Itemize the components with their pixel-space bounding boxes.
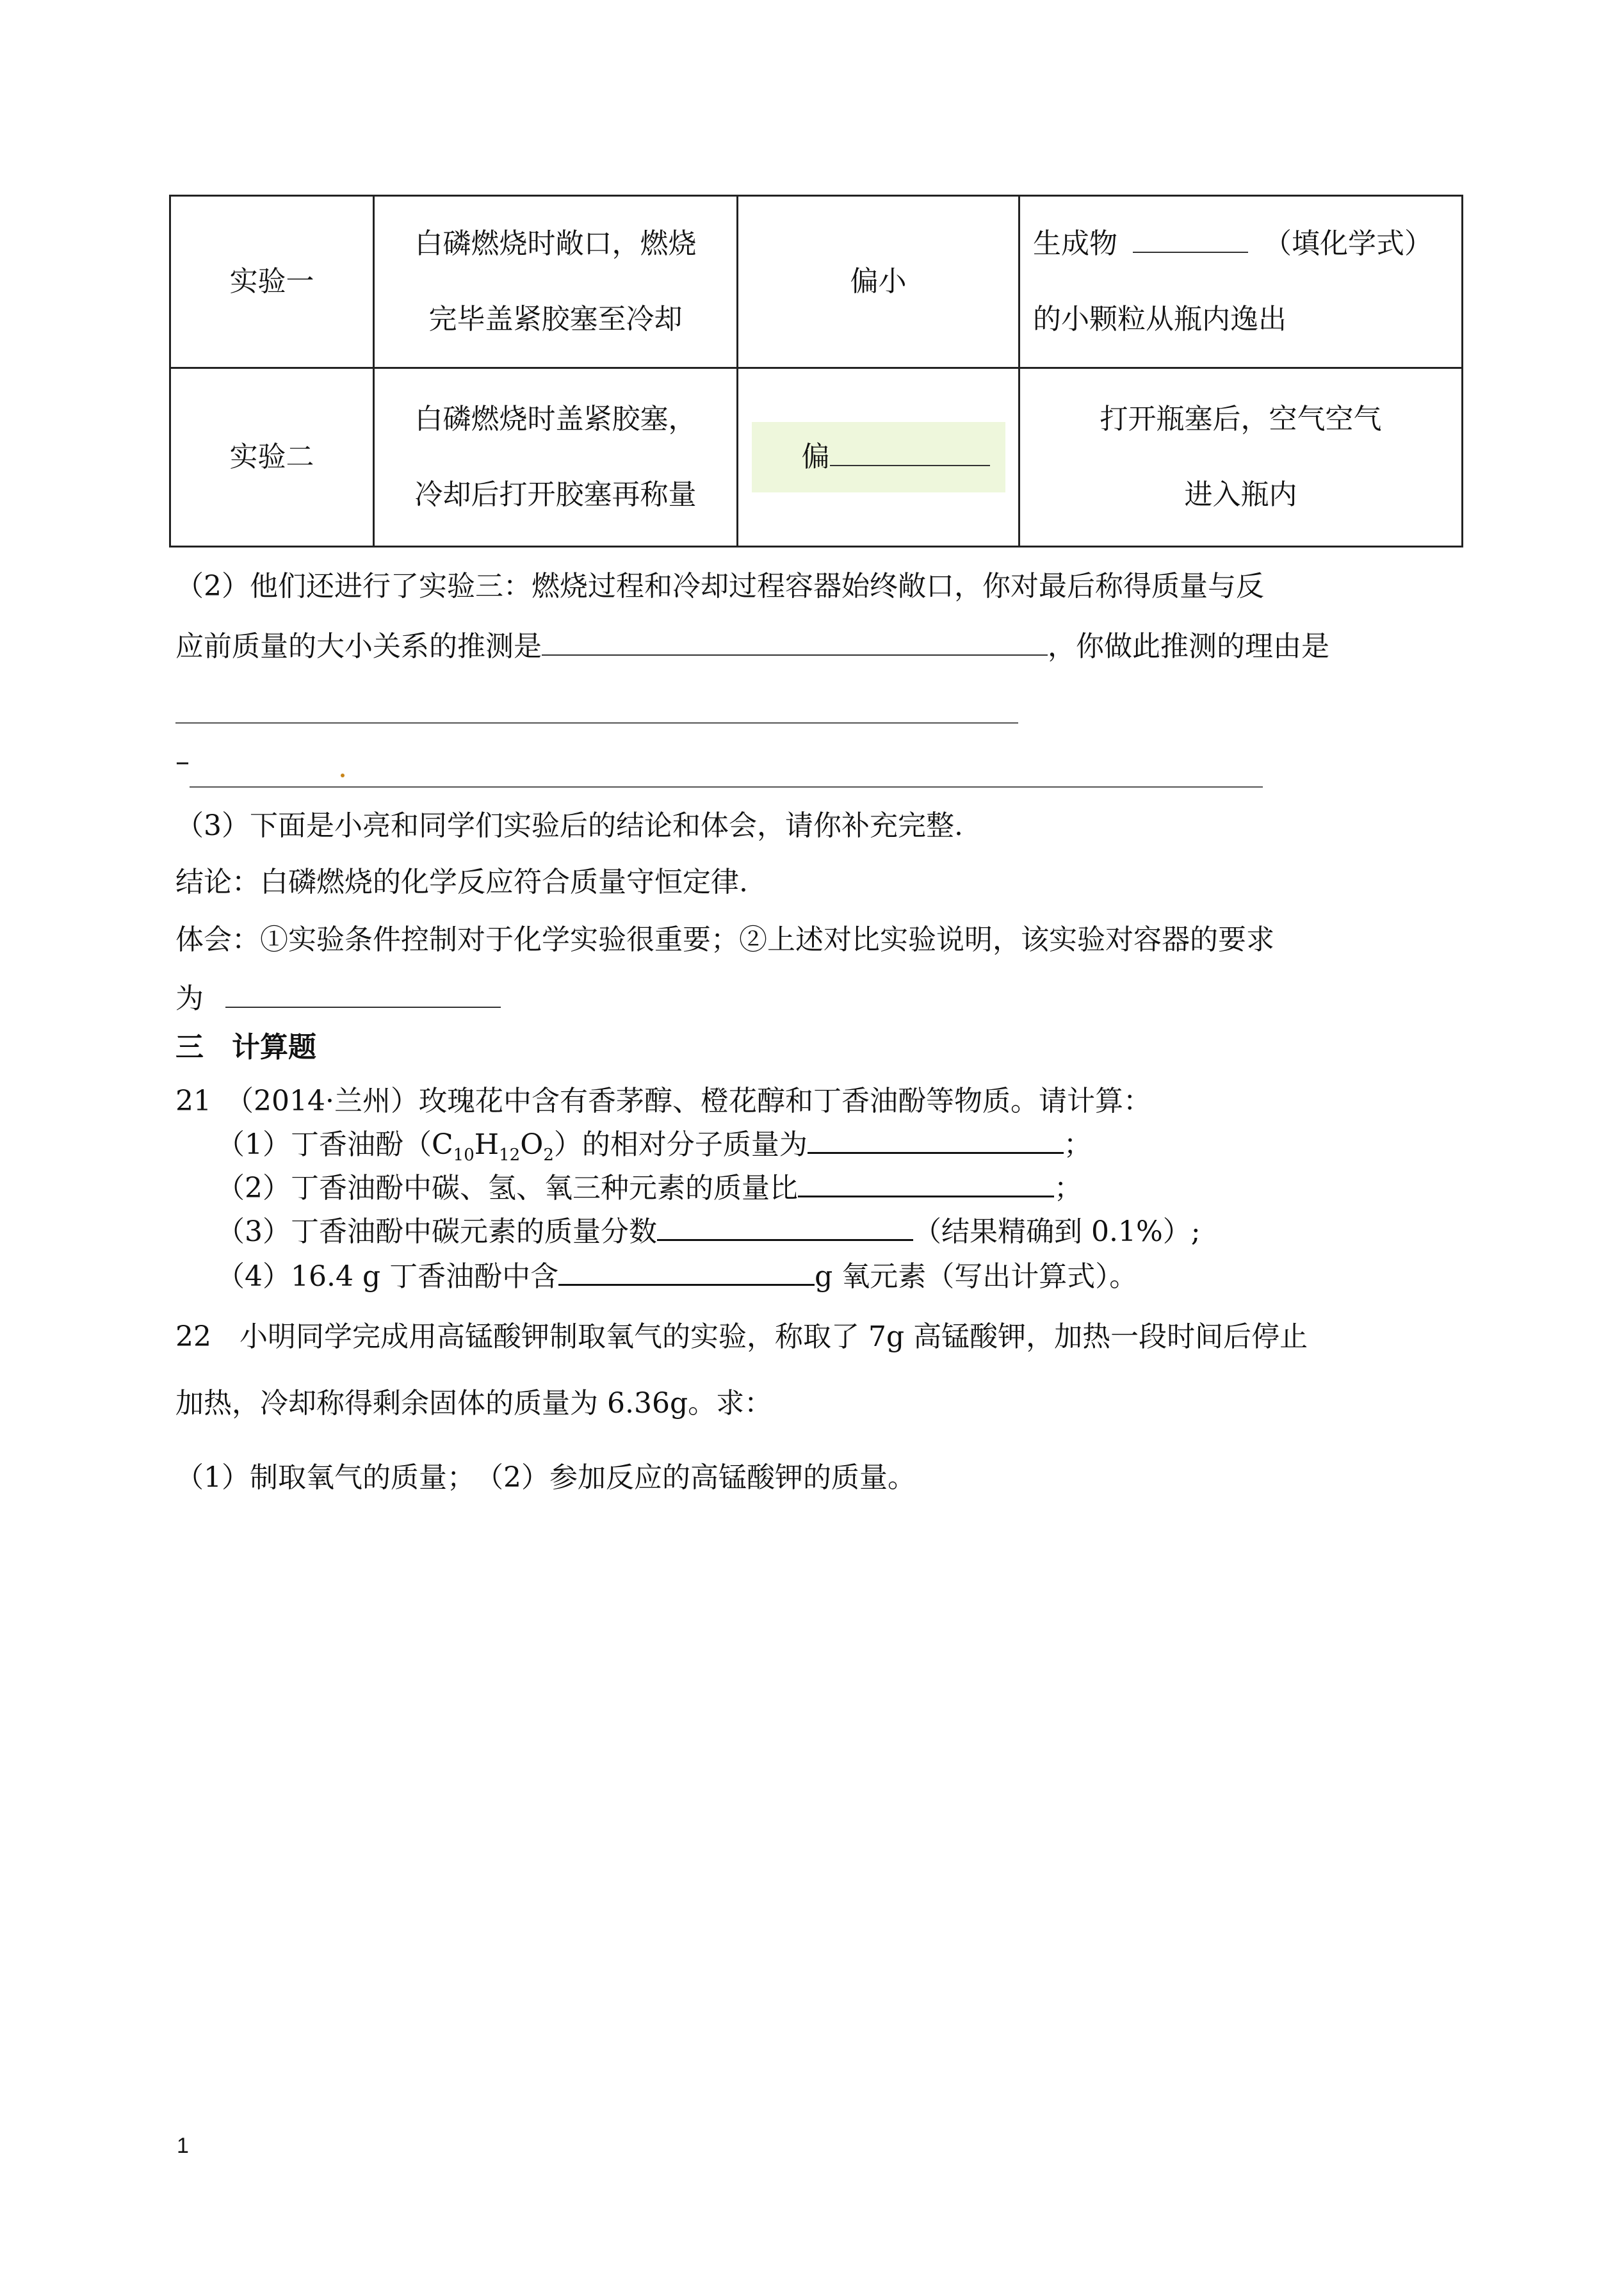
experiment-reason: 生成物 （填化学式） 的小颗粒从瓶内逸出 — [1019, 196, 1463, 368]
formula-blank[interactable] — [1133, 230, 1248, 253]
q22-line3: （1）制取氧气的质量； （2）参加反应的高锰酸钾的质量。 — [175, 1461, 916, 1494]
q2-line2: 应前质量的大小关系的推测是 ，你做此推测的理由是 — [175, 630, 1329, 663]
section-title: 三 计算题 — [175, 1031, 316, 1064]
experiment-reason: 打开瓶塞后，空气空气 进入瓶内 — [1019, 368, 1463, 547]
q2-line4-prefix: – — [175, 745, 190, 778]
oxygen-mass-blank[interactable] — [558, 1262, 815, 1286]
experiment-operation: 白磷燃烧时盖紧胶塞， 冷却后打开胶塞再称量 — [374, 368, 738, 547]
q3-insight-2: 为 — [175, 980, 501, 1018]
reason-blank-line-2[interactable] — [190, 786, 1263, 788]
q21-part4: （4）16.4 g 丁香油酚中含 g 氧元素（写出计算式）。 — [216, 1260, 1138, 1293]
highlighted-answer: 偏 — [752, 422, 1005, 492]
stray-dot — [341, 774, 345, 777]
molecular-mass-blank[interactable] — [808, 1130, 1064, 1154]
q21-stem: 21 （2014·兰州）玫瑰花中含有香茅醇、橙花醇和丁香油酚等物质。请计算： — [175, 1085, 1151, 1117]
experiment-operation: 白磷燃烧时敞口，燃烧 完毕盖紧胶塞至冷却 — [374, 196, 738, 368]
result-blank[interactable] — [830, 443, 990, 466]
experiment-result — [738, 368, 1019, 547]
q21-part2: （2）丁香油酚中碳、氢、氧三种元素的质量比 ； — [216, 1172, 1082, 1204]
guess-blank[interactable] — [542, 633, 1048, 656]
carbon-fraction-blank[interactable] — [657, 1217, 913, 1241]
q3-insight: 体会：①实验条件控制对于化学实验很重要；②上述对比实验说明，该实验对容器的要求 — [175, 923, 1274, 956]
experiment-result: 偏小 — [738, 196, 1019, 368]
reason-blank-line[interactable] — [175, 722, 1018, 724]
experiment-name: 实验一 — [170, 196, 374, 368]
q3-intro: （3）下面是小亮和同学们实验后的结论和体会，请你补充完整. — [175, 809, 963, 842]
mass-ratio-blank[interactable] — [798, 1174, 1054, 1197]
q22-line1: 22 小明同学完成用高锰酸钾制取氧气的实验，称取了 7g 高锰酸钾，加热一段时间后停止 — [175, 1320, 1308, 1353]
page-number: 1 — [177, 2134, 189, 2158]
experiment-table — [169, 195, 1463, 547]
q3-conclusion: 结论：白磷燃烧的化学反应符合质量守恒定律. — [175, 866, 748, 898]
container-requirement-blank[interactable] — [225, 985, 501, 1008]
table-row — [170, 368, 1463, 547]
q21-part3: （3）丁香油酚中碳元素的质量分数 （结果精确到 0.1%）; — [216, 1215, 1201, 1248]
experiment-name: 实验二 — [170, 368, 374, 547]
table-row — [170, 196, 1463, 368]
q2-line1: （2）他们还进行了实验三：燃烧过程和冷却过程容器始终敞口，你对最后称得质量与反 — [175, 570, 1264, 603]
q22-line2: 加热，冷却称得剩余固体的质量为 6.36g。求： — [175, 1387, 773, 1420]
q21-part1: （1）丁香油酚$(C_{10}H_{12}O_2)$的相对分子质量为 ； — [216, 1128, 1092, 1165]
